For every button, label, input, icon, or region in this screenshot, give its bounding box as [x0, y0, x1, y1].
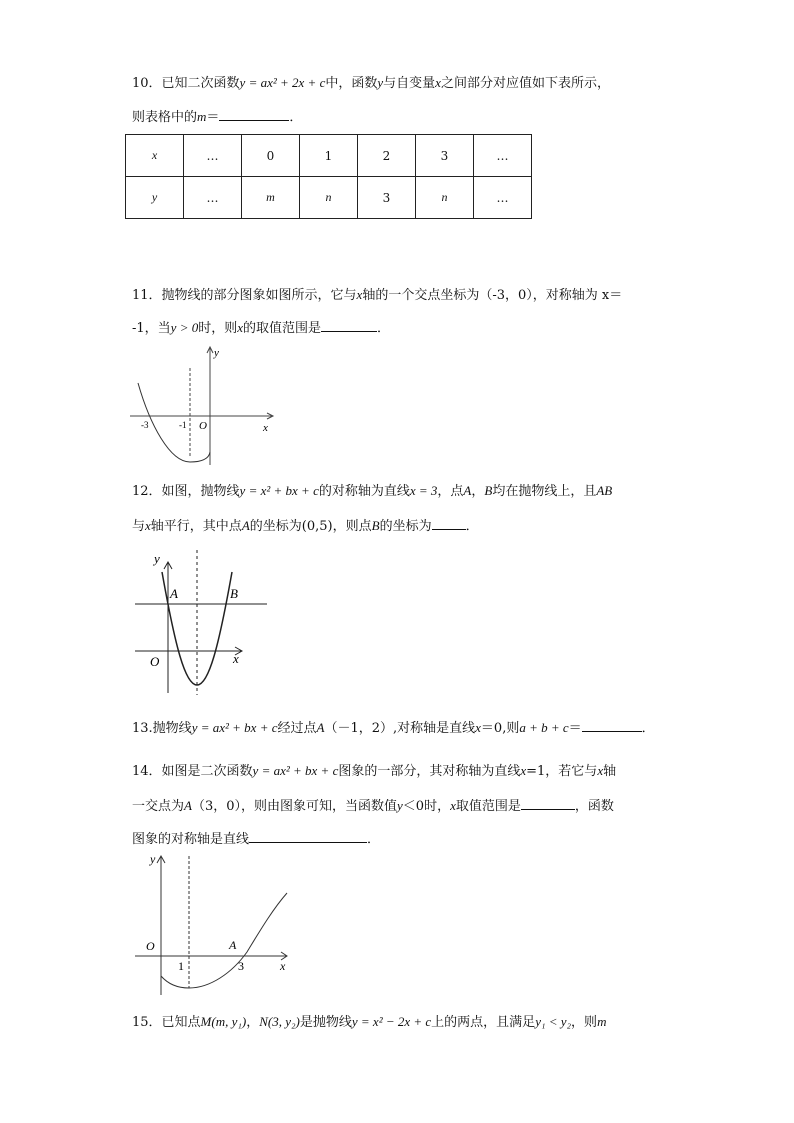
- y-axis-label: y: [214, 347, 219, 359]
- q14-figure: [130, 848, 295, 998]
- tick-label: -3: [141, 420, 149, 430]
- table-cell: 1: [300, 135, 358, 177]
- q11-line1: 11．抛物线的部分图象如图所示，它与x轴的一个交点坐标为（-3，0），对称轴为 x＝: [132, 287, 623, 303]
- table-cell: n: [416, 177, 474, 219]
- table-cell: 2: [358, 135, 416, 177]
- answer-blank[interactable]: [249, 830, 367, 843]
- parabola: [161, 893, 287, 988]
- table-cell: x: [126, 135, 184, 177]
- tick-label: -1: [179, 420, 187, 430]
- y-axis-label: y: [154, 551, 160, 566]
- table-row-y: [126, 177, 532, 219]
- origin-label: O: [199, 420, 207, 432]
- table-cell: 0: [242, 135, 300, 177]
- q11-line2: -1，当y > 0时，则x的取值范围是 ．: [132, 320, 391, 336]
- q14-line3: 图象的对称轴是直线 ．: [132, 832, 381, 847]
- table-cell: …: [474, 135, 532, 177]
- table-cell: …: [184, 177, 242, 219]
- table-cell: …: [184, 135, 242, 177]
- q11-figure: [125, 340, 285, 470]
- answer-blank[interactable]: [432, 517, 466, 530]
- table-row-x: [126, 135, 532, 177]
- table-cell: 3: [416, 135, 474, 177]
- table-cell: 3: [358, 177, 416, 219]
- table-cell: m: [242, 177, 300, 219]
- tick-label: 1: [178, 959, 184, 973]
- x-axis-label: x: [280, 959, 286, 973]
- q12-figure: [130, 545, 275, 700]
- origin-label: O: [146, 939, 155, 953]
- q14-line1: 14．如图是二次函数y = ax² + bx + c图象的一部分，其对称轴为直线x=1，若它与x轴: [132, 763, 617, 779]
- origin-label: O: [150, 654, 160, 669]
- q12-line1: 12．如图，抛物线y = x² + bx + c的对称轴为直线x = 3，点A，B均在抛物线上，且AB: [132, 483, 613, 499]
- value-table: [125, 134, 532, 219]
- point-b-label: B: [230, 586, 238, 601]
- table-cell: n: [300, 177, 358, 219]
- x-axis-label: x: [233, 651, 239, 666]
- q10-line2: 则表格中的m＝ ．: [132, 109, 303, 125]
- answer-blank[interactable]: [521, 797, 575, 810]
- x-axis-label: x: [263, 422, 268, 434]
- table-cell: y: [126, 177, 184, 219]
- q14-line2: 一交点为A（3，0），则由图象可知，当函数值y＜0时，x取值范围是 ，函数: [132, 798, 614, 814]
- y-axis-label: y: [150, 852, 156, 866]
- q12-line2: 与x轴平行，其中点A的坐标为(0,5)，则点B的坐标为 ．: [132, 518, 479, 534]
- q10-line1: 10．已知二次函数y = ax² + 2x + c中，函数y与自变量x之间部分对应值如下表所示，: [132, 75, 610, 91]
- point-a-label: A: [170, 586, 178, 601]
- answer-blank[interactable]: [219, 108, 289, 121]
- q13-line: 13.抛物线y = ax² + bx + c经过点A（－1，2）,对称轴是直线x＝0,则a + b + c＝ ．: [132, 720, 655, 736]
- answer-blank[interactable]: [582, 719, 642, 732]
- q15-line: 15．已知点M(m, y₁)，N(3, y₂)是抛物线y = x² − 2x + c上的两点，且满足y₁ < y₂，则m: [132, 1014, 607, 1030]
- tick-label: 3: [238, 959, 244, 973]
- table-cell: …: [474, 177, 532, 219]
- point-a-label: A: [229, 938, 237, 952]
- answer-blank[interactable]: [321, 319, 377, 332]
